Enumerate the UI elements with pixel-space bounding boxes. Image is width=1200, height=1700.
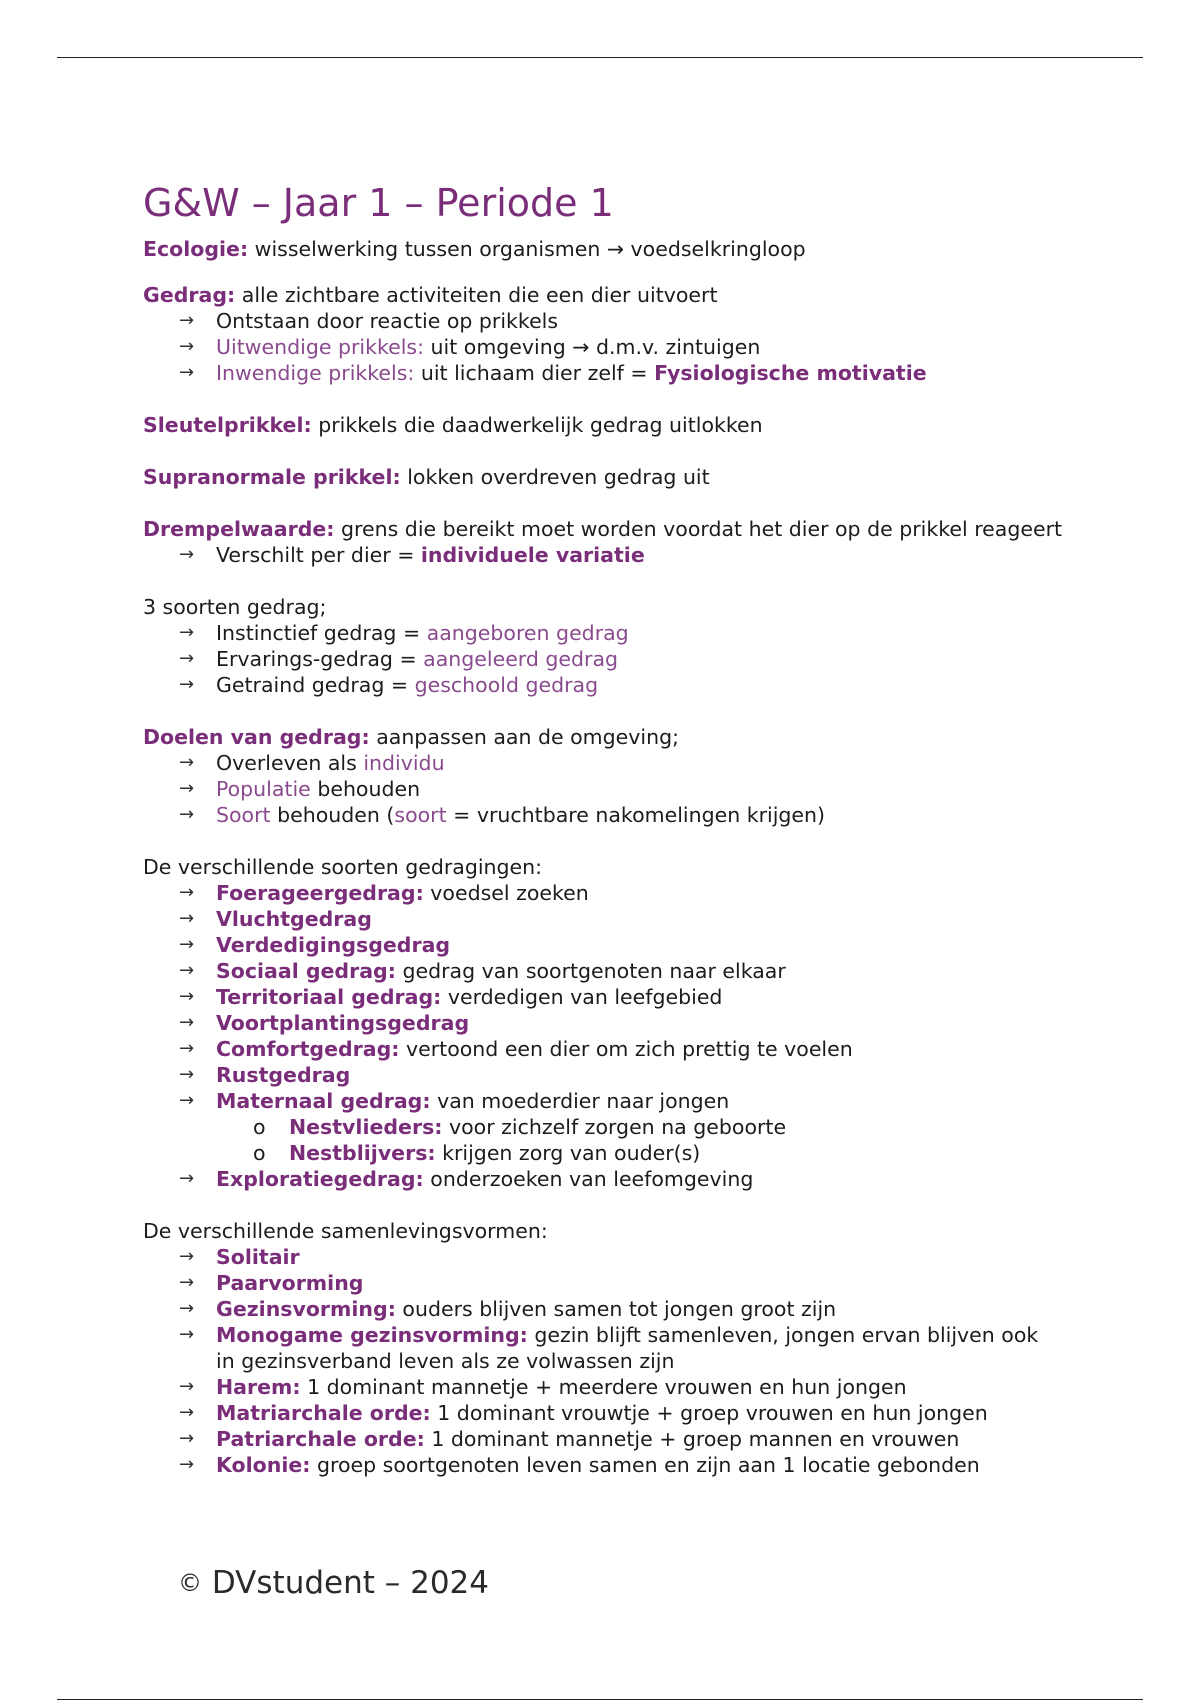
arrow-bullet-icon: →: [179, 336, 195, 357]
arrow-bullet-icon: →: [179, 362, 195, 383]
list-item: → Matriarchale orde: 1 dominant vrouwtje + groep vrouwen en hun jongen: [179, 1401, 988, 1425]
supranormale-prikkel-definition: Supranormale prikkel: lokken overdreven gedrag uit: [143, 465, 710, 489]
arrow-bullet-icon: →: [179, 960, 195, 981]
arrow-bullet-icon: →: [179, 310, 195, 331]
soorten-gedrag-intro: 3 soorten gedrag;: [143, 595, 327, 619]
list-item: → Inwendige prikkels: uit lichaam dier zelf = Fysiologische motivatie: [179, 361, 927, 385]
top-rule: [57, 57, 1143, 58]
list-item: → Sociaal gedrag: gedrag van soortgenoten naar elkaar: [179, 959, 786, 983]
list-item: → Verdedigingsgedrag: [179, 933, 451, 957]
document-body: [143, 178, 1063, 1478]
list-item: → Paarvorming: [179, 1271, 364, 1295]
arrow-bullet-icon: →: [179, 804, 195, 825]
copyright-icon: ©: [178, 1569, 202, 1597]
drempelwaarde-definition: Drempelwaarde: grens die bereikt moet worden voordat het dier op de prikkel reageert: [143, 517, 1063, 541]
arrow-bullet-icon: →: [179, 882, 195, 903]
arrow-bullet-icon: →: [179, 1038, 195, 1059]
list-item: → Gezinsvorming: ouders blijven samen tot jongen groot zijn: [179, 1297, 837, 1321]
list-item: → Voortplantingsgedrag: [179, 1011, 470, 1035]
arrow-bullet-icon: →: [179, 1428, 195, 1449]
list-item: → Maternaal gedrag: van moederdier naar jongen: [179, 1089, 730, 1113]
list-item: → Patriarchale orde: 1 dominant mannetje + groep mannen en vrouwen: [179, 1427, 960, 1451]
list-item: → Comfortgedrag: vertoond een dier om zich prettig te voelen: [179, 1037, 853, 1061]
arrow-bullet-icon: →: [179, 1246, 195, 1267]
sleutelprikkel-definition: Sleutelprikkel: prikkels die daadwerkelijk gedrag uitlokken: [143, 413, 763, 437]
arrow-bullet-icon: →: [179, 1376, 195, 1397]
list-item: → Rustgedrag: [179, 1063, 351, 1087]
list-item: → Populatie behouden: [179, 777, 421, 801]
circle-bullet-icon: o: [253, 1141, 266, 1165]
list-item: → Soort behouden (soort = vruchtbare nakomelingen krijgen): [179, 803, 826, 827]
sub-list-item: o Nestvlieders: voor zichzelf zorgen na geboorte: [253, 1115, 787, 1139]
list-item: → Foerageergedrag: voedsel zoeken: [179, 881, 589, 905]
arrow-bullet-icon: →: [179, 1012, 195, 1033]
arrow-bullet-icon: →: [179, 1454, 195, 1475]
list-item: → Overleven als individu: [179, 751, 445, 775]
list-item: → Ontstaan door reactie op prikkels: [179, 309, 559, 333]
arrow-bullet-icon: →: [179, 986, 195, 1007]
arrow-bullet-icon: →: [179, 778, 195, 799]
arrow-bullet-icon: →: [179, 648, 195, 669]
sub-list-item: o Nestblijvers: krijgen zorg van ouder(s): [253, 1141, 701, 1165]
list-item: → Verschilt per dier = individuele variatie: [179, 543, 645, 567]
page-title: G&W – Jaar 1 – Periode 1: [143, 181, 614, 225]
list-item: → Kolonie: groep soortgenoten leven samen en zijn aan 1 locatie gebonden: [179, 1453, 980, 1477]
list-item: → Vluchtgedrag: [179, 907, 372, 931]
list-item: → Ervarings-gedrag = aangeleerd gedrag: [179, 647, 619, 671]
gedragingen-list: [143, 880, 1063, 1192]
arrow-bullet-icon: →: [179, 934, 195, 955]
arrow-bullet-icon: →: [179, 1402, 195, 1423]
arrow-bullet-icon: →: [179, 1272, 195, 1293]
circle-bullet-icon: o: [253, 1115, 266, 1139]
samenleving-intro: De verschillende samenlevingsvormen:: [143, 1219, 548, 1243]
list-item: → Territoriaal gedrag: verdedigen van leefgebied: [179, 985, 723, 1009]
arrow-bullet-icon: →: [179, 1064, 195, 1085]
arrow-bullet-icon: →: [179, 674, 195, 695]
arrow-bullet-icon: →: [179, 622, 195, 643]
list-item: → Solitair: [179, 1245, 300, 1269]
gedragingen-intro: De verschillende soorten gedragingen:: [143, 855, 543, 879]
list-item: → Harem: 1 dominant mannetje + meerdere vrouwen en hun jongen: [179, 1375, 907, 1399]
arrow-bullet-icon: →: [179, 908, 195, 929]
arrow-bullet-icon: →: [179, 752, 195, 773]
footer-copyright: © DVstudent – 2024: [178, 1565, 489, 1601]
list-item: → Exploratiegedrag: onderzoeken van leefomgeving: [179, 1167, 754, 1191]
arrow-bullet-icon: →: [179, 1090, 195, 1111]
gedrag-definition: Gedrag: alle zichtbare activiteiten die een dier uitvoert: [143, 283, 718, 307]
ecologie-definition: Ecologie: wisselwerking tussen organismen → voedselkringloop: [143, 237, 806, 261]
doelen-definition: Doelen van gedrag: aanpassen aan de omgeving;: [143, 725, 680, 749]
list-item: → Monogame gezinsvorming: gezin blijft samenleven, jongen ervan blijven ook in gezinsverband leven als ze volwassen zijn: [179, 1323, 1039, 1373]
arrow-bullet-icon: →: [179, 1298, 195, 1319]
samenleving-list: [143, 1244, 1063, 1478]
list-item: → Getraind gedrag = geschoold gedrag: [179, 673, 599, 697]
arrow-bullet-icon: →: [179, 1324, 195, 1345]
arrow-bullet-icon: →: [179, 1168, 195, 1189]
list-item: → Instinctief gedrag = aangeboren gedrag: [179, 621, 629, 645]
arrow-bullet-icon: →: [179, 544, 195, 565]
list-item: → Uitwendige prikkels: uit omgeving → d.m.v. zintuigen: [179, 335, 761, 359]
